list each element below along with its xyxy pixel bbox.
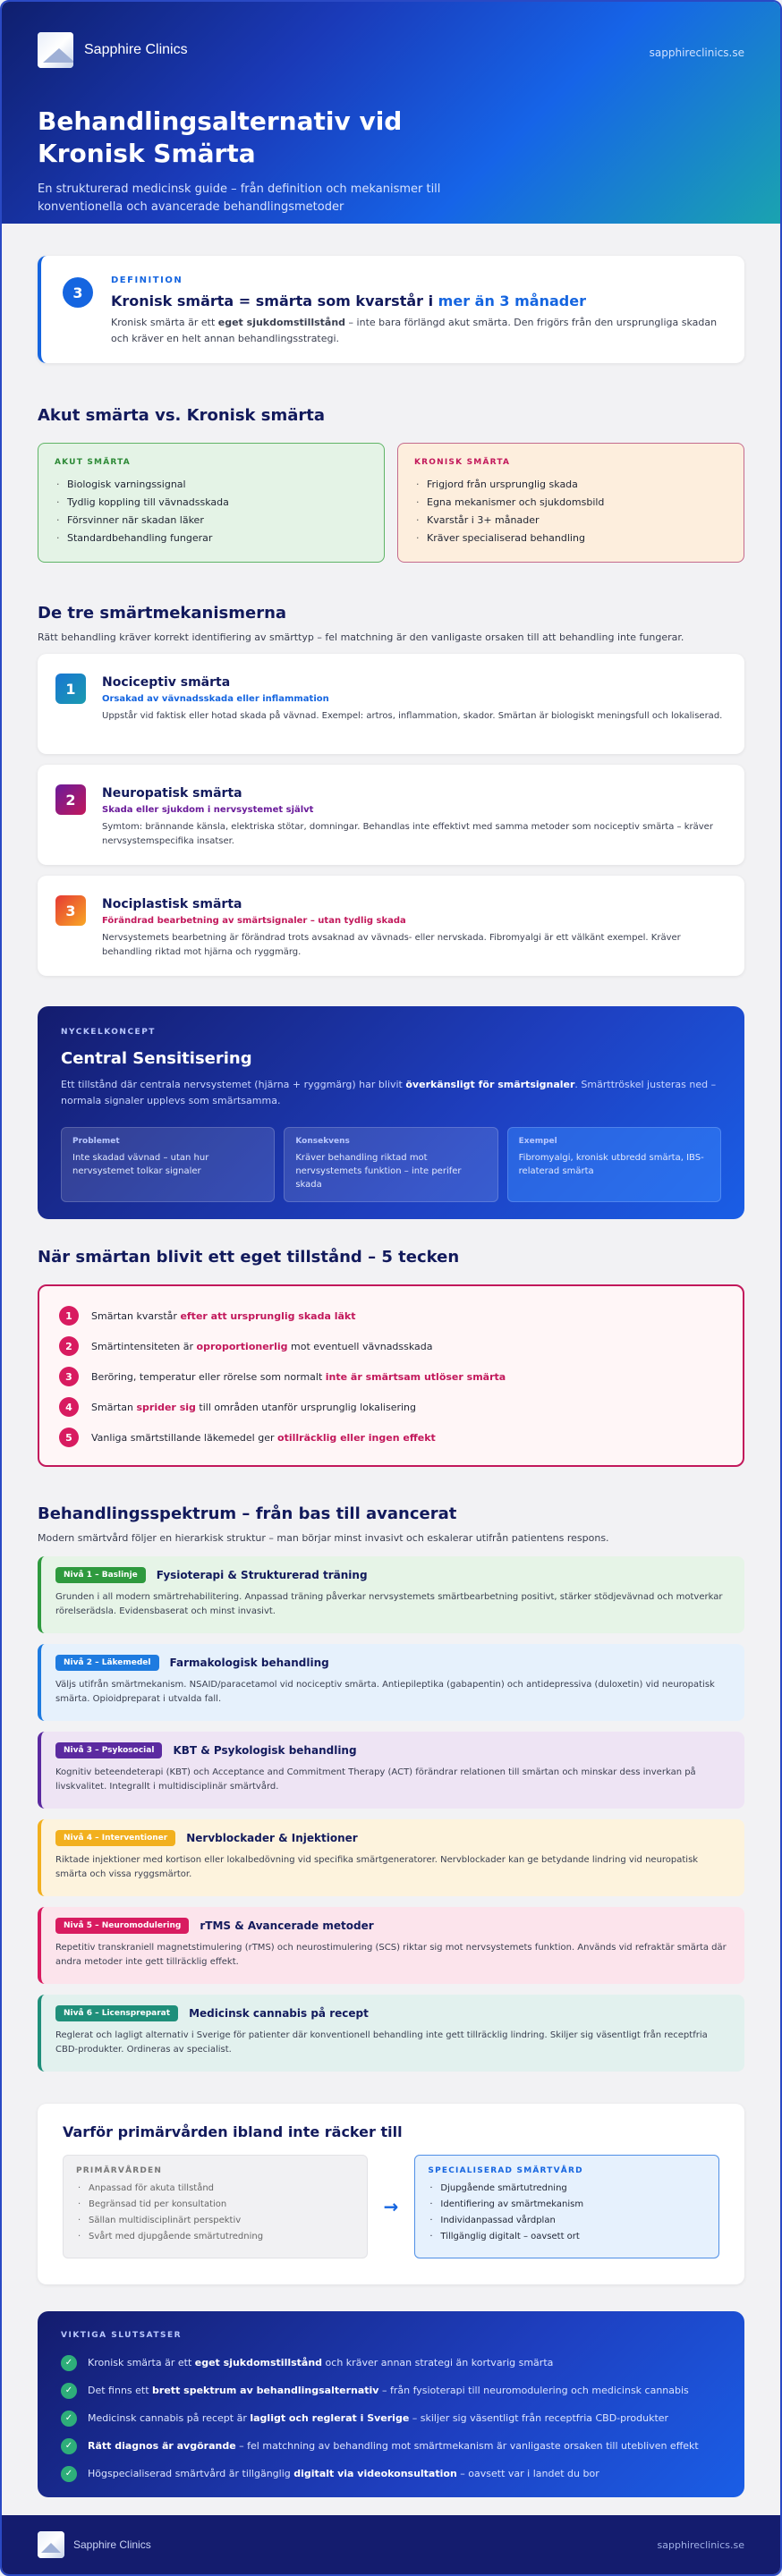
level-text: Riktade injektioner med kortison eller lokalbedövning vid specifika smärtgeneratorer. Nervblockader kan ge betydande lindring vid neuropatisk smärta och vissa ryggsmärtor. [55, 1855, 699, 1879]
arrow-right-icon: → [383, 2196, 399, 2217]
sign-text [91, 1310, 356, 1322]
conclusion-bold: lagligt och reglerat i Sverige [250, 2412, 410, 2424]
level-badge: Nivå 1 – Baslinje [55, 1567, 146, 1583]
brand[interactable] [38, 32, 744, 68]
mechanism-tag: Orsakad av vävnadsskada eller inflammation [102, 694, 329, 704]
spectrum-subtitle: Modern smärtvård följer en hierarkisk struktur – man börjar minst invasivt och eskalerar utifrån patientens respons. [38, 1532, 609, 1544]
central-sensitization-panel [38, 1006, 744, 1219]
mechanism-card-nociplastic [38, 876, 744, 976]
list-item: · Sällan multidisciplinärt perspektiv [76, 2213, 354, 2229]
conclusion-post: – skiljer sig väsentligt från receptfria CBD-produkter [409, 2412, 669, 2424]
level-text: Kognitiv beteendeterapi (KBT) och Acceptance and Commitment Therapy (ACT) förändrar relationen till smärtan och minskar dess inverkan på livskvalitet. Integrallt i multidisciplinär smärtvård. [55, 1767, 696, 1792]
level-badge: Nivå 5 – Neuromodulering [55, 1918, 189, 1934]
central-title: Central Sensitisering [61, 1049, 252, 1068]
central-col-consequence [284, 1127, 497, 1202]
check-icon: ✓ [61, 2411, 77, 2427]
mechanism-number: 1 [55, 674, 86, 704]
level-text: Väljs utifrån smärtmekanism. NSAID/paracetamol vid nociceptiv smärta. Antiepileptika (gabapentin) och antidepressiva (duloxetin) vid neuropatisk smärta. Opioidpreparat i utvalda fall. [55, 1680, 715, 1704]
specialist-care-box [414, 2155, 719, 2258]
col-heading: Problemet [72, 1137, 120, 1146]
level-text: Grunden i all modern smärtrehabilitering. Anpassad träning påverkar nervsystemets smärtbearbetning positivt, stärker stödjevävnad och motverkar rörelserädsla. Evidensbaserat och minst invasivt. [55, 1592, 723, 1616]
level-badge: Nivå 2 – Läkemedel [55, 1655, 159, 1671]
conclusion-post: – oavsett var i landet du bor [456, 2468, 599, 2479]
sign-number: 2 [59, 1336, 79, 1356]
specialist-label: SPECIALISERAD SMÄRTVÅRD [428, 2166, 583, 2175]
sign-number: 4 [59, 1397, 79, 1417]
level-text: Repetitiv transkraniell magnetstimulering (rTMS) och neurostimulering (SCS) riktar sig mot nervsystemets funktion. Används vid refraktär smärta där andra metoder inte gett tillräcklig effekt. [55, 1943, 727, 1967]
page-subtitle: En strukturerad medicinsk guide – från definition och mekanismer till konventionella och avancerade behandlingsmetoder [38, 182, 441, 214]
central-text-bold: överkänsligt för smärtsignaler [405, 1079, 575, 1090]
central-text [61, 1077, 721, 1109]
central-col-example [507, 1127, 721, 1202]
mechanism-number: 2 [55, 784, 86, 815]
conclusion-pre: Medicinsk cannabis på recept är [88, 2412, 251, 2424]
list-item: · Begränsad tid per konsultation [76, 2197, 354, 2213]
level-card-3 [38, 1732, 744, 1809]
central-text-post: . Smärttröskel justeras ned – normala signaler upplevs som smärtsamma. [61, 1079, 717, 1106]
conclusion-bold: brett spektrum av behandlingsalternativ [152, 2385, 379, 2396]
signs-title: När smärtan blivit ett eget tillstånd – 5 tecken [38, 1248, 460, 1267]
definition-title-highlight: mer än 3 månader [438, 292, 586, 309]
central-label: NYCKELKONCEPT [61, 1028, 156, 1037]
sign-pre: Smärtan kvarstår [91, 1309, 181, 1322]
conclusion-post: – från fysioterapi till neuromodulering och medicinsk cannabis [378, 2385, 689, 2396]
col-heading: Exempel [518, 1137, 557, 1146]
level-card-6 [38, 1995, 744, 2072]
sign-pre: Smärtintensiteten är [91, 1340, 197, 1352]
sign-pre: Beröring, temperatur eller rörelse som normalt [91, 1370, 326, 1383]
level-badge: Nivå 3 – Psykosocial [55, 1742, 162, 1758]
mechanism-title: Nociceptiv smärta [102, 675, 231, 690]
col-text: Inte skadad vävnad – utan hur nervsystemet tolkar signaler [72, 1153, 209, 1176]
sign-text [91, 1371, 506, 1383]
level-card-4 [38, 1819, 744, 1896]
central-text-pre: Ett tillstånd där centrala nervsystemet (hjärna + ryggmärg) har blivit [61, 1079, 406, 1090]
list-item: · Kräver specialiserad behandling [414, 530, 727, 547]
mechanism-title: Nociplastisk smärta [102, 897, 242, 911]
conclusion-item [61, 2349, 721, 2377]
sign-bold: otillräcklig eller ingen effekt [277, 1431, 436, 1444]
list-item: · Djupgående smärtutredning [428, 2181, 706, 2197]
list-item: · Försvinner när skadan läker [55, 512, 368, 530]
footer-brand: Sapphire Clinics [73, 2538, 151, 2551]
sign-item [59, 1301, 723, 1331]
level-title: Medicinsk cannabis på recept [189, 2007, 369, 2020]
conclusion-pre: Kronisk smärta är ett [88, 2357, 195, 2368]
level-title: rTMS & Avancerade metoder [200, 1919, 374, 1932]
col-text: Kräver behandling riktad mot nervsystemets funktion – inte perifer skada [295, 1153, 462, 1190]
conclusions-label: VIKTIGA SLUTSATSER [61, 2331, 183, 2340]
sign-pre: Smärtan [91, 1401, 137, 1413]
definition-title [111, 292, 725, 309]
list-item: · Identifiering av smärtmekanism [428, 2197, 706, 2213]
definition-title-text: Kronisk smärta = smärta som kvarstår i [111, 292, 438, 309]
sign-bold: efter att ursprunglig skada läkt [180, 1309, 356, 1322]
site-url[interactable]: sapphireclinics.se [649, 47, 744, 59]
sign-item [59, 1392, 723, 1422]
page-title: Behandlingsalternativ vid Kronisk Smärta [38, 106, 403, 168]
signs-box [38, 1284, 744, 1467]
definition-text-pre: Kronisk smärta är ett [111, 317, 218, 328]
mechanism-number: 3 [55, 895, 86, 926]
central-col-problem [61, 1127, 275, 1202]
mechanism-text: Nervsystemets bearbetning är förändrad trots avsaknad av vävnads- eller nervskada. Fibromyalgi är ett välkänt exempel. Kräver behandling riktad mot hjärna och ryggmärg. [102, 933, 681, 957]
sign-text [91, 1432, 436, 1444]
primary-care-box [63, 2155, 368, 2258]
definition-text-bold: eget sjukdomstillstånd [217, 317, 346, 328]
mechanism-card-neuropathic [38, 765, 744, 865]
sign-bold: oproportionerlig [196, 1340, 288, 1352]
level-title: Fysioterapi & Strukturerad träning [156, 1569, 368, 1581]
list-item: · Egna mekanismer och sjukdomsbild [414, 494, 727, 512]
sign-item [59, 1331, 723, 1361]
conclusions-panel [38, 2311, 744, 2497]
conclusion-pre: Högspecialiserad smärtvård är tillgänglig [88, 2468, 294, 2479]
list-item: · Anpassad för akuta tillstånd [76, 2181, 354, 2197]
list-item: · Biologisk varningssignal [55, 476, 368, 494]
check-icon: ✓ [61, 2383, 77, 2399]
conclusion-pre: Det finns ett [88, 2385, 153, 2396]
level-card-5 [38, 1907, 744, 1984]
mechanisms-subtitle: Rätt behandling kräver korrekt identifiering av smärttyp – fel matchning är den vanligaste orsaken till att behandling inte fungerar. [38, 631, 684, 643]
mechanism-text: Uppstår vid faktisk eller hotad skada på vävnad. Exempel: artros, inflammation, skador. Smärtan är biologiskt meningsfull och lokaliserad. [102, 711, 723, 721]
conclusion-item [61, 2460, 721, 2487]
sign-text [91, 1402, 416, 1413]
hero-header [2, 2, 780, 224]
mechanism-title: Neuropatisk smärta [102, 786, 242, 801]
logo-icon [38, 32, 73, 68]
conclusion-bold: eget sjukdomstillstånd [194, 2357, 323, 2368]
sign-bold: inte är smärtsam utlöser smärta [325, 1370, 506, 1383]
check-icon: ✓ [61, 2466, 77, 2482]
why-title: Varför primärvården ibland inte räcker till [63, 2123, 403, 2140]
col-text: Fibromyalgi, kronisk utbredd smärta, IBS-relaterad smärta [518, 1153, 704, 1176]
level-badge: Nivå 4 – Interventioner [55, 1830, 175, 1846]
brand-name: Sapphire Clinics [84, 42, 188, 57]
list-item: · Tillgänglig digitalt – oavsett ort [428, 2229, 706, 2245]
sign-post: till områden utanför ursprunglig lokalisering [195, 1401, 417, 1413]
sign-bold: sprider sig [136, 1401, 196, 1413]
level-title: Farmakologisk behandling [169, 1657, 329, 1669]
conclusion-item [61, 2432, 721, 2460]
chronic-label: KRONISK SMÄRTA [414, 458, 511, 467]
list-item: · Individanpassad vårdplan [428, 2213, 706, 2229]
level-title: Nervblockader & Injektioner [186, 1832, 358, 1844]
conclusion-bold: digitalt via videokonsultation [293, 2468, 457, 2479]
sign-item [59, 1361, 723, 1392]
spectrum-title: Behandlingsspektrum – från bas till avancerat [38, 1504, 457, 1523]
chronic-pain-box [397, 443, 744, 563]
list-item: · Tydlig koppling till vävnadsskada [55, 494, 368, 512]
definition-eyebrow: DEFINITION [111, 275, 183, 285]
footer-site-url[interactable]: sapphireclinics.se [657, 2538, 744, 2551]
level-card-2 [38, 1644, 744, 1721]
list-item: · Standardbehandling fungerar [55, 530, 368, 547]
list-item: · Kvarstår i 3+ månader [414, 512, 727, 530]
definition-text-post: – inte bara förlängd akut smärta. Den frigörs från den ursprungliga skadan och kräver en helt annan behandlingsstrategi. [111, 317, 718, 344]
conclusion-item [61, 2377, 721, 2404]
sign-pre: Vanliga smärtstillande läkemedel ger [91, 1431, 278, 1444]
mechanism-text: Symtom: brännande känsla, elektriska stötar, domningar. Behandlas inte effektivt med samma metoder som nociceptiv smärta – kräver nervsystemspecifika insatser. [102, 822, 713, 846]
sign-text [91, 1341, 433, 1352]
conclusion-post: och kräver annan strategi än kortvarig smärta [322, 2357, 554, 2368]
definition-text [111, 315, 725, 347]
footer [2, 2515, 780, 2574]
conclusion-bold: Rätt diagnos är avgörande [88, 2440, 236, 2452]
mechanism-tag: Förändrad bearbetning av smärtsignaler – utan tydlig skada [102, 916, 406, 926]
list-item: · Frigjord från ursprunglig skada [414, 476, 727, 494]
acute-label: AKUT SMÄRTA [55, 458, 131, 467]
footer-logo-icon[interactable] [38, 2531, 64, 2558]
sign-item [59, 1422, 723, 1453]
acute-pain-box [38, 443, 385, 563]
conclusion-item [61, 2404, 721, 2432]
level-text: Reglerat och lagligt alternativ i Sverige för patienter där konventionell behandling inte gett tillräcklig lindring. Skiljer sig väsentligt från receptfria CBD-produkter. Ordineras av specialist. [55, 2030, 708, 2055]
sign-post: mot eventuell vävnadsskada [287, 1340, 433, 1352]
sign-number: 1 [59, 1306, 79, 1326]
sign-number: 5 [59, 1428, 79, 1447]
acute-vs-chronic-title: Akut smärta vs. Kronisk smärta [38, 406, 326, 425]
check-icon: ✓ [61, 2438, 77, 2454]
level-badge: Nivå 6 – Licenspreparat [55, 2005, 178, 2021]
mechanism-tag: Skada eller sjukdom i nervsystemet självt [102, 805, 314, 815]
mechanisms-title: De tre smärtmekanismerna [38, 604, 287, 623]
list-item: · Svårt med djupgående smärtutredning [76, 2229, 354, 2245]
primary-label: PRIMÄRVÅRDEN [76, 2166, 163, 2175]
primary-care-comparison [38, 2104, 744, 2284]
definition-number: 3 [63, 277, 93, 308]
conclusion-post: – fel matchning av behandling mot smärtmekanism är vanligaste orsaken till utebliven effekt [235, 2440, 699, 2452]
level-card-1 [38, 1556, 744, 1633]
level-title: KBT & Psykologisk behandling [173, 1744, 357, 1757]
col-heading: Konsekvens [295, 1137, 350, 1146]
sign-number: 3 [59, 1367, 79, 1386]
definition-card [38, 256, 744, 363]
check-icon: ✓ [61, 2355, 77, 2371]
mechanism-card-nociceptive [38, 654, 744, 754]
